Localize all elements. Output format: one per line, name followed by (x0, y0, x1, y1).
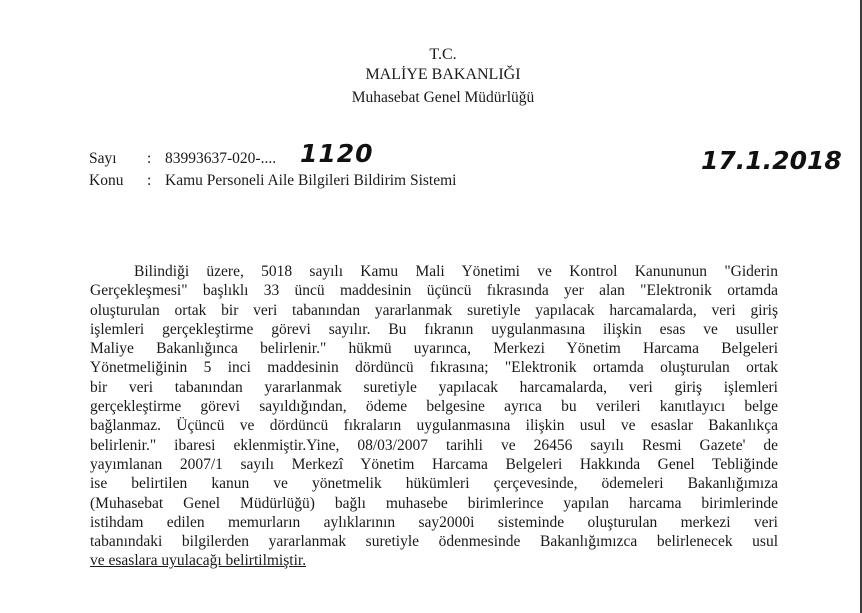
sayi-label: Sayı (89, 150, 117, 167)
body-line: Bilindiği üzere, 5018 sayılı Kamu Mali Yönetimi ve Kontrol Kanununun "Giderin (134, 263, 778, 280)
body-line: tabanındaki bilgilerden yararlanmak suretiyle ödenmesinde Bakanlığımızca belirlenecek usul (90, 533, 778, 551)
sayi-row (89, 150, 276, 168)
body-line: Yönetmeliğinin 5 inci maddesinin dördüncü fıkrasına; "Elektronik ortamda oluşturulan ortak (90, 359, 778, 377)
body-line: yayımlanan 2007/1 sayılı Merkezî Yönetim Harcama Belgeleri Hakkında Genel Tebliğinde (90, 455, 778, 473)
sayi-value: 83993637-020-.... (165, 150, 277, 167)
body-line: Gerçekleşmesi" başlıklı 33 üncü maddesinin üçüncü fıkrasında yer alan "Elektronik ortamda (90, 282, 778, 300)
body-line: (Muhasebat Genel Müdürlüğü) bağlı muhasebe birimlerince yapılan harcama birimlerinde (90, 494, 778, 512)
sayi-separator: : (147, 150, 152, 167)
body-line: bir veri tabanından yararlanmak suretiyle yapılacak harcamalarda, veri giriş işlemleri (90, 378, 778, 396)
header-directorate: Muhasebat Genel Müdürlüğü (351, 89, 535, 106)
konu-value: Kamu Personeli Aile Bilgileri Bildirim Sistemi (165, 172, 457, 189)
header-ministry: MALİYE BAKANLIĞI (365, 66, 521, 83)
handwritten-date: 17.1.2018 (701, 146, 842, 175)
handwritten-number: 1120 (300, 139, 374, 168)
konu-row (89, 172, 456, 190)
header-tc: T.C. (429, 46, 457, 63)
body-paragraph (90, 262, 778, 571)
body-line: oluşturulan ortak bir veri tabanından yararlanmak suretiyle yapılacak harcamalarda, veri giriş (90, 301, 778, 319)
konu-label: Konu (89, 172, 124, 189)
body-line: belirlenir." ibaresi eklenmiştir.Yine, 08/03/2007 tarihli ve 26456 sayılı Resmi Gazete' de (90, 436, 778, 454)
body-line: gerçekleştirme görevi sayıldığından, ödeme belgesine ayrıca bu verileri kanıtlayıcı belge (90, 398, 778, 416)
body-line: ve esaslara uyulacağı belirtilmiştir. (90, 552, 307, 570)
body-line: Maliye Bakanlığınca belirlenir." hükmü uyarınca, Merkezi Yönetim Harcama Belgeleri (90, 340, 778, 358)
body-line: istihdam edilen memurların aylıklarının say2000i sisteminde oluşturulan merkezi veri (90, 513, 778, 531)
body-line: işlemleri gerçekleştirme görevi sayılır. Bu fıkranın uygulanmasına ilişkin esas ve usuller (90, 320, 778, 338)
body-line: ise belirtilen kanun ve yönetmelik hükümleri çerçevesinde, ödemeleri Bakanlığımıza (90, 475, 778, 493)
konu-separator: : (147, 172, 152, 189)
body-line: bağlanmaz. Üçüncü ve dördüncü fıkraların uygulanmasına ilişkin usul ve esaslar Bakanlıkça (90, 417, 778, 435)
